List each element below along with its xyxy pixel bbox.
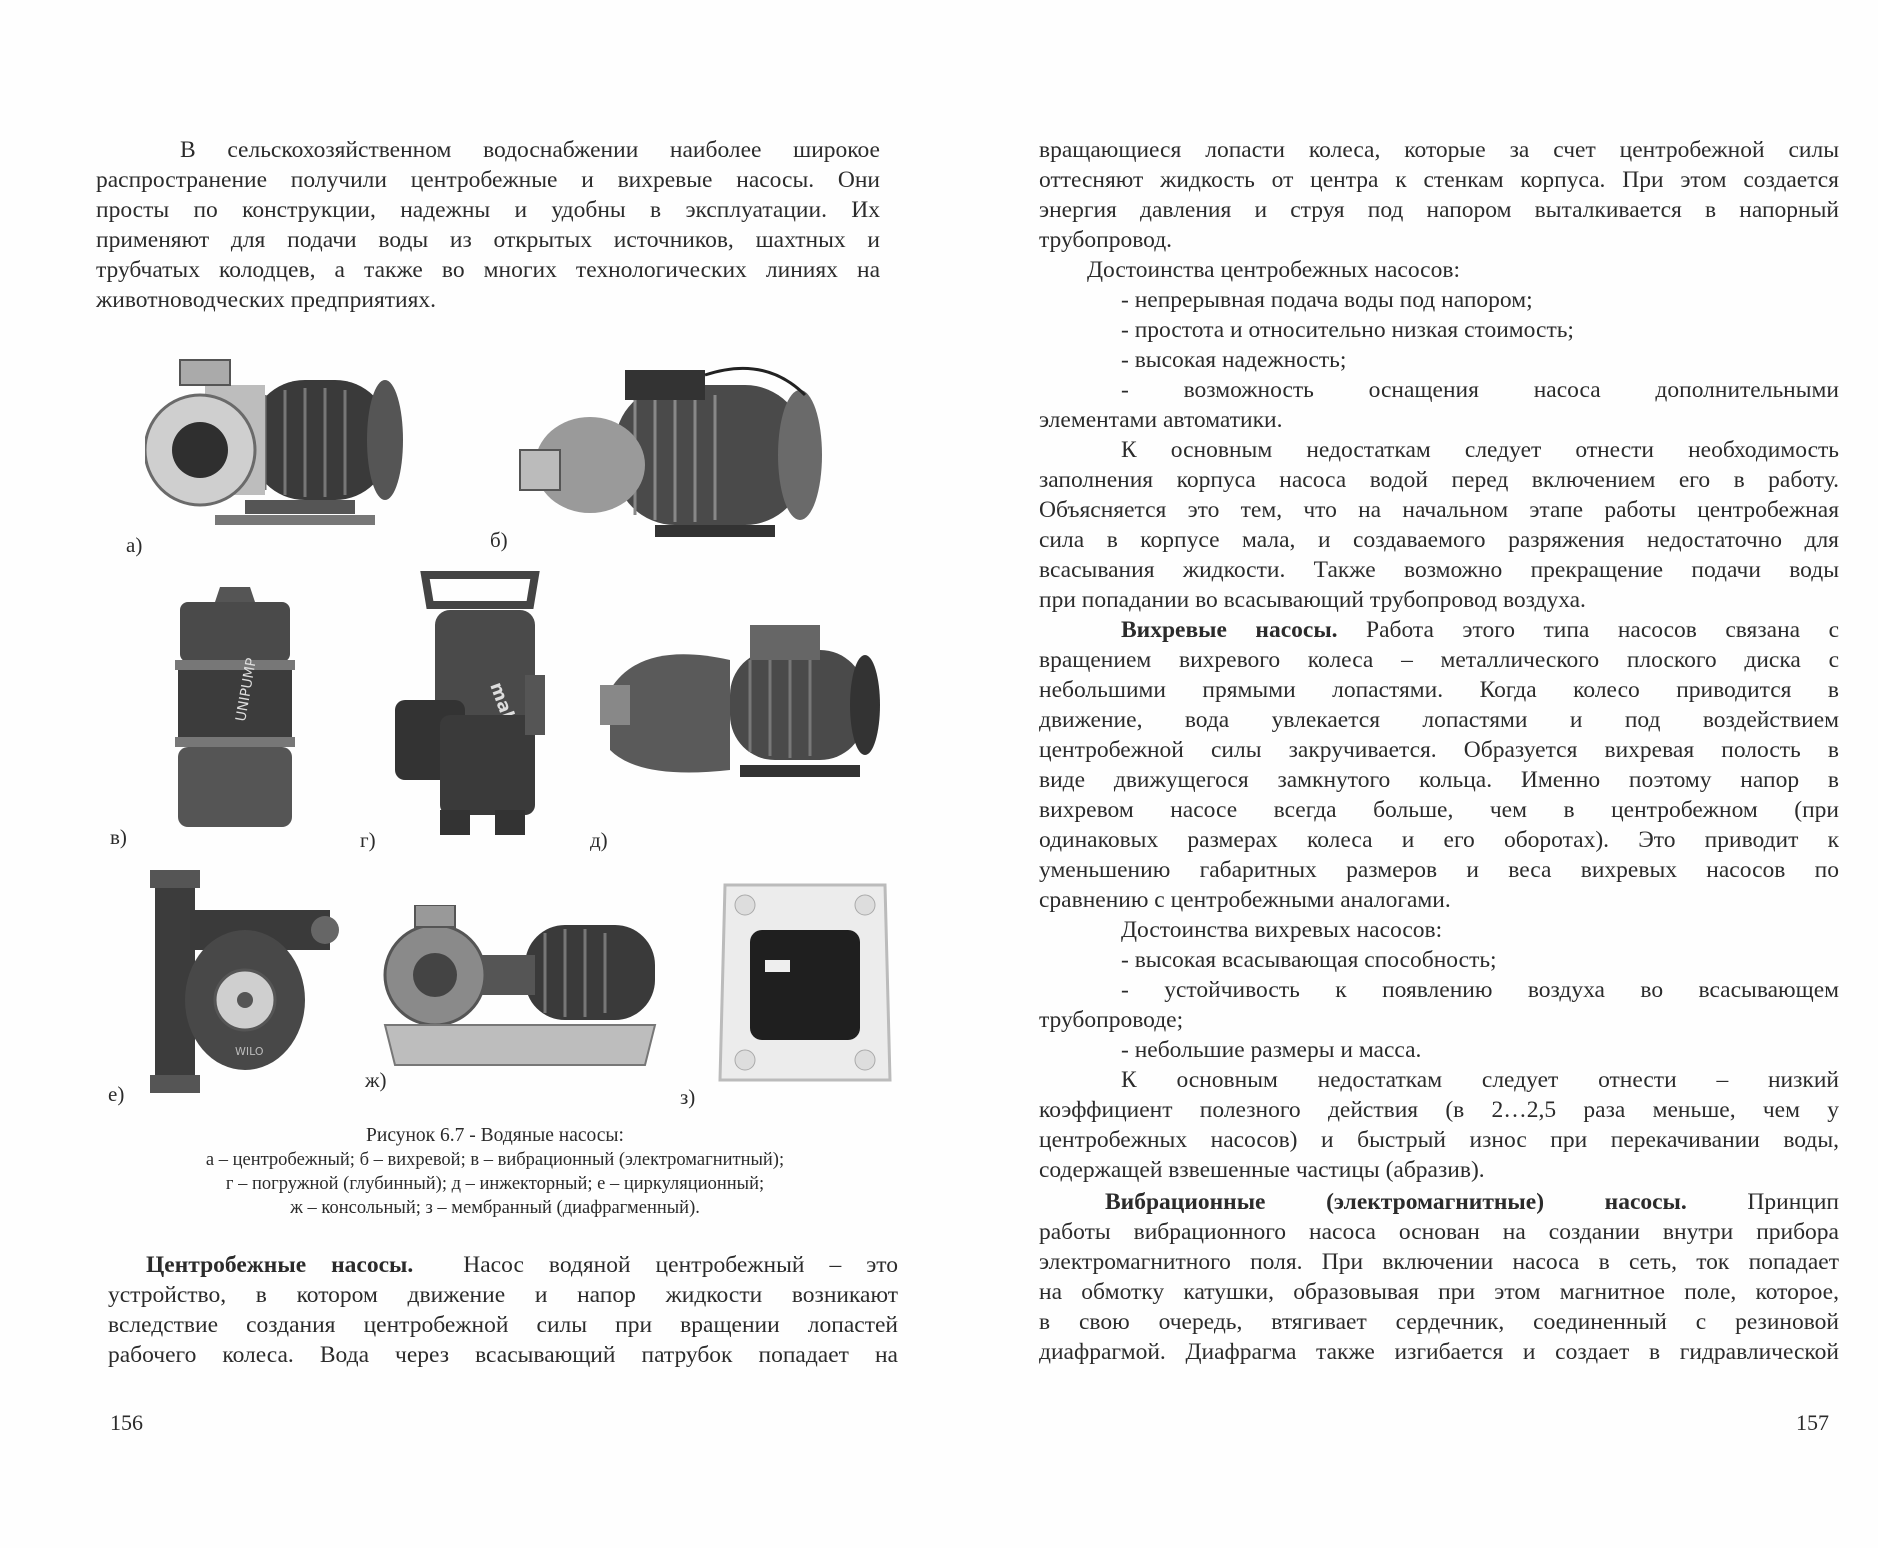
page-number-right: 157 (1796, 1410, 1829, 1435)
list-item: - высокая всасывающая способность; (1121, 947, 1497, 973)
list-item: - высокая надежность; (1121, 347, 1347, 373)
text-line: коэффициент полезного действия (в 2…2,5 раза меньше, чем у (1039, 1097, 1839, 1123)
text-line: трубопровод. (1039, 227, 1173, 253)
text-line: одинаковых размерах колеса и его оборотах). Это приводит к (1039, 827, 1839, 853)
figure-label-d: д) (590, 828, 608, 852)
intro-paragraph (96, 135, 880, 315)
centrifugal-paragraph (108, 1250, 898, 1370)
text-line: трубчатых колодцев, а также во многих технологических линиях на (96, 257, 880, 283)
text-line: заполнения корпуса насоса водой перед включением его в работу. (1039, 467, 1839, 493)
caption-line: ж – консольный; з – мембранный (диафрагменный). (290, 1198, 700, 1218)
figure-label-b: б) (490, 528, 508, 552)
pump-image-jet (600, 620, 880, 795)
caption-line: г – погружной (глубинный); д – инжекторный; е – циркуляционный; (225, 1174, 765, 1194)
text-line: распространение получили центробежные и вихревые насосы. Они (96, 167, 880, 193)
figure-label-z: з) (680, 1085, 696, 1109)
pump-image-membrane (710, 870, 900, 1095)
pump-image-console (375, 905, 665, 1070)
figure-label-v: в) (110, 825, 127, 849)
disadvantages-vortex-paragraph (1039, 1065, 1839, 1185)
brand-text-wilo: WILO (235, 1045, 264, 1058)
text-line: оттесняют жидкость от центра к стенкам корпуса. При этом создается (1039, 167, 1839, 193)
text-line: Вихревые насосы. Работа этого типа насосов связана с (1121, 617, 1840, 643)
pump-image-circulation (140, 870, 340, 1095)
text-line: - возможность оснащения насоса дополнительными (1121, 377, 1839, 403)
figure-label-g: г) (360, 828, 376, 852)
text-line: вследствие создания центробежной силы при вращении лопастей (108, 1312, 898, 1338)
advantage-automation (1039, 375, 1839, 435)
text-line: устройство, в котором движение и напор жидкости возникают (108, 1282, 898, 1308)
section-heading: Центробежные насосы. (146, 1252, 414, 1278)
text-line: просты по конструкции, надежны и удобны в эксплуатации. Их (96, 197, 880, 223)
text-line: В сельскохозяйственном водоснабжении наиболее широкое (180, 137, 880, 163)
right-page (939, 0, 1878, 1548)
list-item: - небольшие размеры и масса. (1121, 1037, 1422, 1063)
figure-label-e: е) (108, 1082, 125, 1106)
text-line: содержащей взвешенные частицы (абразив). (1039, 1157, 1485, 1183)
pump-image-submersible (385, 565, 565, 840)
figure-label-zh: ж) (365, 1068, 387, 1092)
text-line: виде движущегося замкнутого кольца. Именно поэтому напор в (1039, 767, 1839, 793)
text-line: вихревом насосе всегда больше, чем в центробежном (при (1039, 797, 1839, 823)
text-line: в свою очередь, втягивает сердечник, соединенный с резиновой (1039, 1309, 1839, 1335)
text-line: К основным недостаткам следует отнести – низкий (1121, 1067, 1839, 1093)
pump-image-vortex (515, 365, 835, 545)
text-line: сравнению с центробежными аналогами. (1039, 887, 1451, 913)
text-line: трубопроводе; (1039, 1007, 1184, 1033)
text-line: при попадании во всасывающий трубопровод воздуха. (1039, 587, 1586, 613)
figure-caption (185, 1124, 805, 1220)
caption-line: а – центробежный; б – вихревой; в – вибрационный (электромагнитный); (205, 1150, 785, 1170)
text-line: Центробежные насосы. Насос водяной центробежный – это (146, 1252, 899, 1278)
text-line: вращающиеся лопасти колеса, которые за счет центробежной силы (1039, 137, 1839, 163)
text-line: элементами автоматики. (1039, 407, 1283, 433)
page-number-left: 156 (110, 1410, 143, 1435)
text-line: уменьшению габаритных размеров и веса вихревых насосов по (1039, 857, 1839, 883)
section-heading: Вихревые насосы. (1121, 617, 1338, 643)
vortex-paragraph (1039, 615, 1839, 915)
section-heading: Вибрационные (электромагнитные) насосы. (1105, 1189, 1687, 1215)
text-line: рабочего колеса. Вода через всасывающий патрубок попадает на (108, 1342, 898, 1368)
text-line: движение, вода увлекается лопастями и под воздействием (1039, 707, 1839, 733)
text-line: - устойчивость к появлению воздуха во всасывающем (1121, 977, 1839, 1003)
text-line: центробежной силы закручивается. Образуется вихревая полость в (1039, 737, 1839, 763)
text-line: электромагнитного поля. При включении насоса в сеть, ток попадает (1039, 1249, 1839, 1275)
text-line: диафрагмой. Диафрагма также изгибается и создает в гидравлической (1039, 1339, 1839, 1365)
list-item: - непрерывная подача воды под напором; (1121, 287, 1533, 313)
list-item-air-resistance (1039, 975, 1839, 1035)
text-line: К основным недостаткам следует отнести необходимость (1121, 437, 1839, 463)
text-line: Вибрационные (электромагнитные) насосы. Принцип (1105, 1189, 1840, 1215)
text-line: центробежных насосов) и быстрый износ при перекачивании воды, (1039, 1127, 1839, 1153)
pump-image-vibration (175, 582, 295, 837)
text-line: на обмотку катушки, образовывая при этом магнитное поле, которое, (1039, 1279, 1839, 1305)
brand-text-unipump: UNIPUMP (233, 656, 261, 723)
pump-image-centrifugal (145, 340, 405, 545)
text-line: вращением вихревого колеса – металлического плоского диска с (1039, 647, 1839, 673)
list-item: - простота и относительно низкая стоимость; (1121, 317, 1574, 343)
figure-label-a: а) (126, 533, 143, 557)
text-line: применяют для подачи воды из открытых источников, шахтных и (96, 227, 880, 253)
vibration-paragraph (1039, 1187, 1839, 1367)
text-line: всасывания жидкости. Также возможно прекращение подачи воды (1039, 557, 1839, 583)
continuation-paragraph (1039, 135, 1839, 255)
advantages-title-centrifugal: Достоинства центробежных насосов: (1087, 257, 1460, 283)
caption-title: Рисунок 6.7 - Водяные насосы: (366, 1125, 624, 1146)
advantages-title-vortex: Достоинства вихревых насосов: (1121, 917, 1443, 943)
text-line: сила в корпусе мала, и создаваемого разряжения недостаточно для (1039, 527, 1839, 553)
text-line: работы вибрационного насоса основан на создании внутри прибора (1039, 1219, 1839, 1245)
text-line: энергия давления и струя под напором выталкивается в напорный (1039, 197, 1839, 223)
text-line: небольшими прямыми лопастями. Когда колесо приводится в (1039, 677, 1839, 703)
text-line: животноводческих предприятиях. (96, 287, 437, 313)
disadvantages-centrifugal-paragraph (1039, 435, 1839, 615)
text-line: Объясняется это тем, что на начальном этапе работы центробежная (1039, 497, 1839, 523)
